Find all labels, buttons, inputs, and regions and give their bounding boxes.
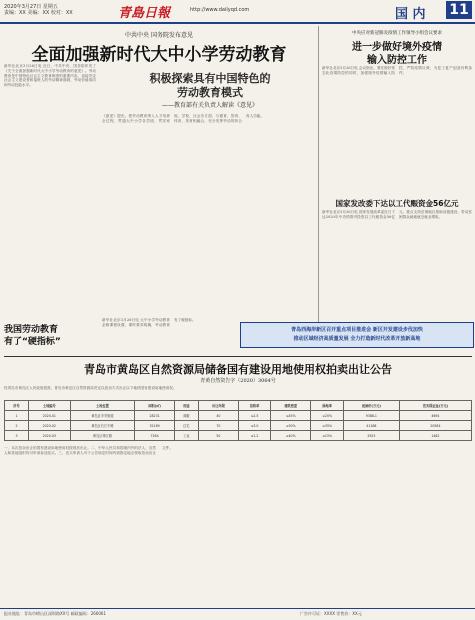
footer-rule [0,608,475,609]
notice-top-rule [4,356,472,357]
table-cell: 黄岛区珠江路 [70,431,135,441]
land-parcel-table [4,400,472,441]
page-number: 11 [446,1,472,19]
table-cell: 1 [5,411,29,421]
notice-doc-number: 青黄自然资告字（2020）3064号 [200,378,276,384]
footer-address: 报社地址：青岛市崂山区深圳路XX号 邮政编码：266061 [4,611,107,616]
right-top-headline-2: 输入防控工作 [367,55,427,66]
table-cell: 工业 [174,431,198,441]
banner-text-2: 推动区域经济高质量发展 全力打造新时代改革开放新高地 [293,336,421,342]
right-top-headline-1: 进一步做好境外疫情 [352,42,442,53]
column-divider [318,26,319,326]
table-cell: ≤3.0 [239,421,271,431]
table-cell: ≥1.2 [239,431,271,441]
newspaper-logo: 青島日報 [118,6,171,21]
table-cell: ≤45% [271,411,311,421]
lead-kicker: 中共中央 国务院发布意见 [125,32,193,39]
table-header-cell: 容积率 [239,401,271,411]
banner-text-1: 青岛西海岸新区召开重点项目推进会 新区开发建设步伐加快 [291,327,423,333]
table-cell: ≥35% [311,421,344,431]
column-body: 新华社北京3月26日电 大中小学劳动教育必修课程设置、课时要求明确，劳动教育有了硬指标。 [102,318,196,327]
table-cell: 40 [198,411,238,421]
table-header-row [5,401,472,411]
table-cell: 32169 [135,421,175,431]
table-header-cell: 起始价(万元) [343,401,399,411]
table-header-cell: 用途 [174,401,198,411]
lead-body: 新华社北京3月26日电 近日，中共中央、国务院印发了《关于全面加强新时代大中小学劳动教育的意见》。劳动教育是中国特色社会主义教育制度的重要内容，直接决定社会主义建设者和接班人的劳动精神面貌、劳动价值取向和劳动技能水平。 [4,64,96,88]
feature-body: 《意见》提出，把劳动教育纳入人才培养全过程，贯通大中小学各学段，贯穿家庭、学校、社会各方面，与德育、智育、体育、美育相融合，充分发挥劳动的综合育人功能。 [102,114,264,123]
table-cell: 4694 [399,411,471,421]
edition-info: 责编：XX 美编：XX 校对：XX [4,10,73,16]
right-mid-body: 新华社北京3月26日电 国家发展改革委近日下达2020年中央预算内投资以工代赈资金56亿元，重点支持贫困地区基础设施建设，带动贫困群众就地就近就业增收。 [322,210,472,219]
table-cell: 41168 [343,421,399,431]
table-cell: 2923 [343,431,399,441]
table-header-cell: 土地位置 [70,401,135,411]
table-row [5,421,472,431]
table-cell: 黄岛区长江中路 [70,421,135,431]
notice-intro: 经青岛市黄岛区人民政府批准，青岛市黄岛区自然资源局决定以拍卖方式出让以下地块国有建设用地使用权。 [4,386,177,390]
table-cell: 商服 [174,411,198,421]
table-header-cell: 土地编号 [28,401,70,411]
table-cell: 50 [198,431,238,441]
notice-body: 一、本次拍卖出让的国有建设用地使用权按现状出让。二、中华人民共和国境内外的法人、自然人和其他组织均可申请参加竞买。三、竞买申请人可于公告规定时间内到指定地点领取拍卖出让文件。 [4,446,173,455]
issue-date: 2020年3月27日 星期五 [4,4,58,10]
table-cell: ≥20% [311,411,344,421]
table-cell: 1462 [399,431,471,441]
lead-headline: 全面加强新时代大中小学劳动教育 [31,45,287,65]
table-cell: 9388.1 [343,411,399,421]
table-cell: 黄岛区辛安街道 [70,411,135,421]
table-row [5,431,472,441]
table-cell: 70 [198,421,238,431]
right-mid-headline: 国家发改委下达以工代赈资金56亿元 [335,199,459,208]
table-cell: 7264 [135,431,175,441]
column-headline-1: 我国劳动教育 [4,325,59,335]
table-header-cell: 建筑密度 [271,401,311,411]
table-cell: ≥40% [271,431,311,441]
table-header-cell: 面积(㎡) [135,401,175,411]
feature-headline-1: 积极探索具有中国特色的 [149,72,271,85]
right-top-kicker: 中央应对新冠肺炎疫情工作领导小组会议要求 [352,31,442,36]
website-url[interactable]: http://www.dailyqd.com [190,7,250,13]
table-row [5,411,472,421]
feature-subhead: ——教育部有关负责人解读《意见》 [161,102,258,109]
feature-headline-2: 劳动教育模式 [177,86,243,99]
table-cell: ≤2.5 [239,411,271,421]
table-cell: 2020-01 [28,411,70,421]
notice-title: 青岛市黄岛区自然资源局储备国有建设用地使用权拍卖出让公告 [84,363,392,376]
column-headline-2: 有了“硬指标” [4,337,61,347]
table-cell: 2020-03 [28,431,70,441]
footer-license: 广告许可证：XXXX 零售价：XX元 [300,611,362,616]
right-top-body: 新华社北京3月26日电 会议指出，要在做好常态化疫情防控的同时，加强境外疫情输入防控，严防疫情反弹，为复工复产创造有利条件。 [322,66,472,75]
table-cell: 28231 [135,411,175,421]
table-cell: 2 [5,421,29,431]
table-cell: ≤30% [271,421,311,431]
table-header-cell: 出让年限 [198,401,238,411]
table-cell: 3 [5,431,29,441]
table-header-cell: 序号 [5,401,29,411]
section-title: 国 内 [395,7,426,22]
table-cell: 住宅 [174,421,198,431]
table-cell: 20584 [399,421,471,431]
table-header-cell: 绿地率 [311,401,344,411]
table-header-cell: 竞买保证金(万元) [399,401,471,411]
table-cell: ≤15% [311,431,344,441]
table-cell: 2020-02 [28,421,70,431]
